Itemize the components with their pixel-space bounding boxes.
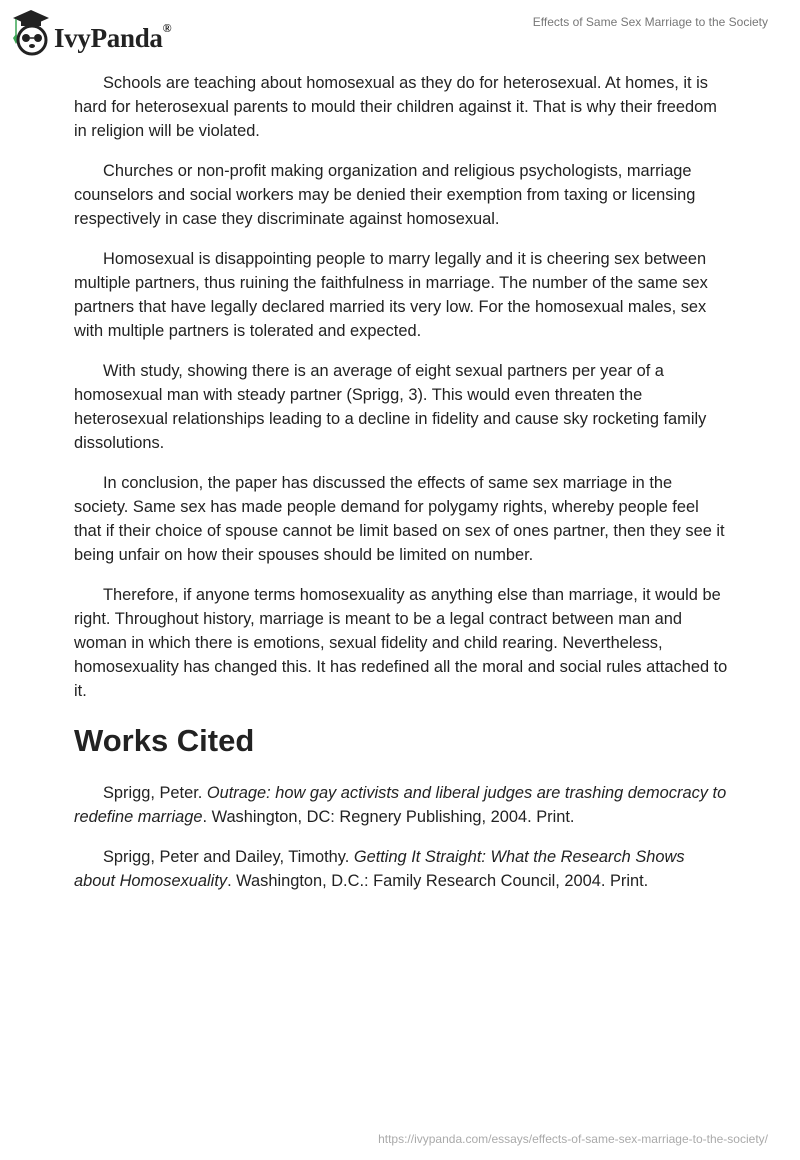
source-url[interactable]: https://ivypanda.com/essays/effects-of-same-sex-marriage-to-the-society/	[378, 1132, 768, 1146]
citation: Sprigg, Peter and Dailey, Timothy. Getting It Straight: What the Research Shows about Homosexuality. Washington, D.C.: Family Research Council, 2004. Print.	[74, 848, 685, 890]
paragraph: Schools are teaching about homosexual as they do for heterosexual. At homes, it is hard for heterosexual parents to mould their children against it. That is why their freedom in religion will be violated.	[74, 74, 717, 140]
citation: Sprigg, Peter. Outrage: how gay activists and liberal judges are trashing democracy to redefine marriage. Washington, DC: Regnery Publishing, 2004. Print.	[74, 784, 727, 826]
works-cited-heading: Works Cited	[74, 723, 255, 758]
paragraph: Churches or non-profit making organization and religious psychologists, marriage counselors and social workers may be denied their exemption from taxing or licensing respectively in case they discriminate against homosexual.	[74, 162, 696, 228]
paragraph: With study, showing there is an average of eight sexual partners per year of a homosexual man with steady partner (Sprigg, 3). This would even threaten the heterosexual relationships leading to a decline in fidelity and cause sky rocketing family dissolutions.	[74, 362, 707, 452]
essay-body	[74, 71, 728, 909]
brand-name: IvyPanda®	[54, 20, 172, 53]
document-title: Effects of Same Sex Marriage to the Society	[532, 15, 768, 29]
paragraph: Homosexual is disappointing people to marry legally and it is cheering sex between multiple partners, thus ruining the faithfulness in marriage. The number of the same sex partners that have legally declared married its very low. For the homosexual males, sex with multiple partners is tolerated and expected.	[74, 250, 708, 340]
paragraph: Therefore, if anyone terms homosexuality as anything else than marriage, it would be right. Throughout history, marriage is meant to be a legal contract between man and woman in which there is emotions, sexual fidelity and child rearing. Nevertheless, homosexuality has changed this. It has redefined all the moral and social rules attached to it.	[74, 586, 728, 700]
paragraph: In conclusion, the paper has discussed the effects of same sex marriage in the society. Same sex has made people demand for polygamy rights, whereby people feel that if their choice of spouse cannot be limit based on sex of ones partner, then they see it being unfair on how their spouses should be limited on number.	[74, 474, 725, 564]
panda-graduate-icon	[12, 8, 50, 56]
ivypanda-logo[interactable]	[12, 8, 171, 56]
